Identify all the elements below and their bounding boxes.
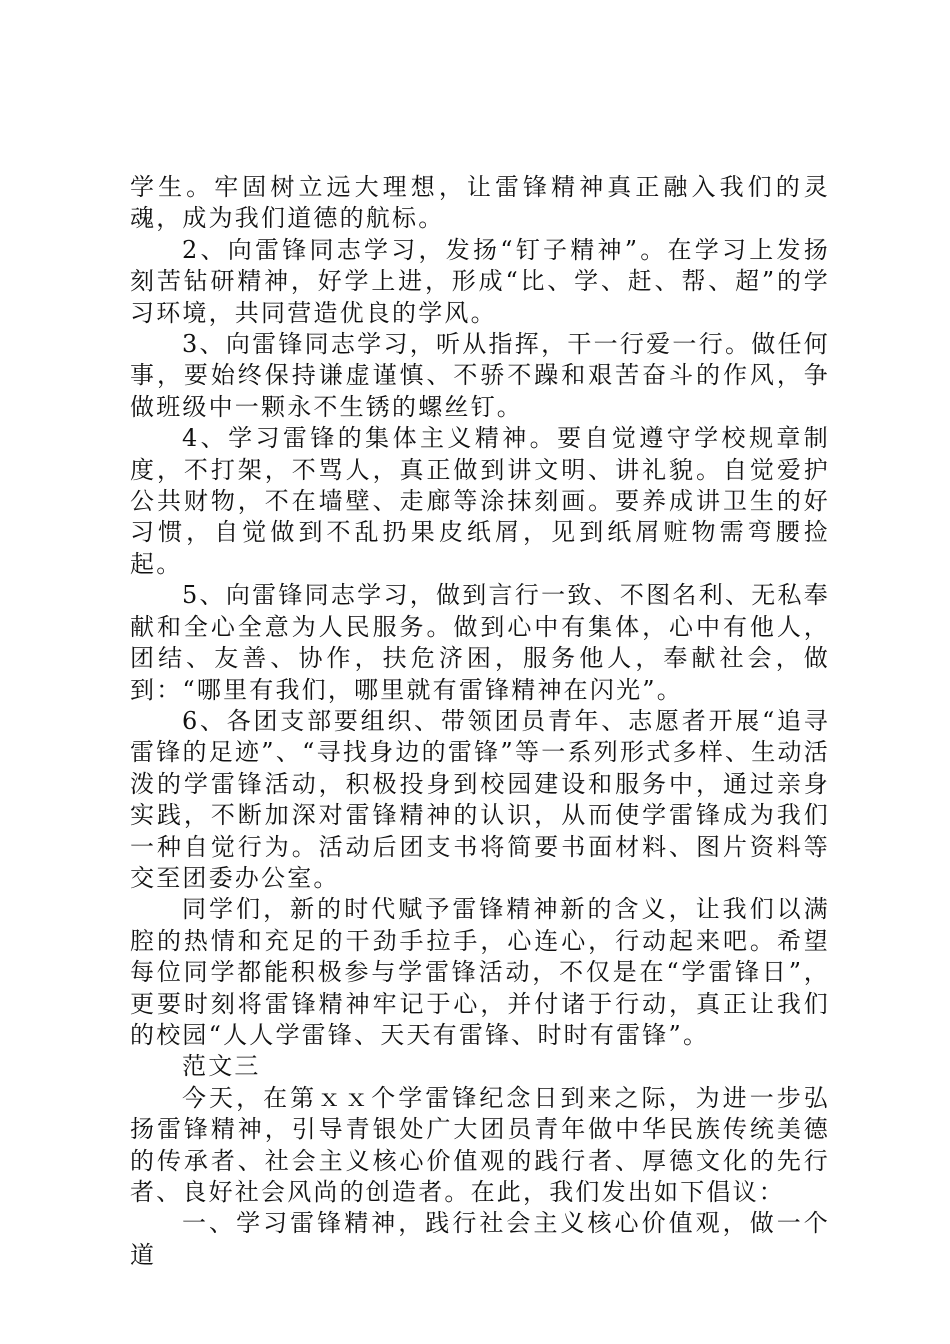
paragraph-5: 5、向雷锋同志学习，做到言行一致、不图名利、无私奉献和全心全意为人民服务。做到心中有集体，心中有他人，团结、友善、协作，扶危济困，服务他人，奉献社会，做到：“哪里有我们，哪里就有雷锋精神在闪光”。	[130, 581, 830, 704]
paragraph-9: 今天，在第ｘｘ个学雷锋纪念日到来之际，为进一步弘扬雷锋精神，引导青银处广大团员青年做中华民族传统美德的传承者、社会主义核心价值观的践行者、厚德文化的先行者、良好社会风尚的创造者。在此，我们发出如下倡议：	[130, 1083, 830, 1206]
paragraph-4: 4、学习雷锋的集体主义精神。要自觉遵守学校规章制度，不打架，不骂人，真正做到讲文明、讲礼貌。自觉爱护公共财物，不在墙壁、走廊等涂抹刻画。要养成讲卫生的好习惯，自觉做到不乱扔果皮纸屑，见到纸屑赃物需弯腰捡起。	[130, 424, 830, 578]
paragraph-3: 3、向雷锋同志学习，听从指挥，干一行爱一行。做任何事，要始终保持谦虚谨慎、不骄不躁和艰苦奋斗的作风，争做班级中一颗永不生锈的螺丝钉。	[130, 330, 830, 421]
paragraph-7: 同学们，新的时代赋予雷锋精神新的含义，让我们以满腔的热情和充足的干劲手拉手，心连心，行动起来吧。希望每位同学都能积极参与学雷锋活动，不仅是在“学雷锋日”，更要时刻将雷锋精神牢记于心，并付诸于行动，真正让我们的校园“人人学雷锋、天天有雷锋、时时有雷锋”。	[130, 895, 830, 1049]
paragraph-1: 学生。牢固树立远大理想，让雷锋精神真正融入我们的灵魂，成为我们道德的航标。	[130, 173, 830, 233]
paragraph-6: 6、各团支部要组织、带领团员青年、志愿者开展“追寻雷锋的足迹”、“寻找身边的雷锋”等一系列形式多样、生动活泼的学雷锋活动，积极投身到校园建设和服务中，通过亲身实践，不断加深对雷锋精神的认识，从而使学雷锋成为我们一种自觉行为。活动后团支书将简要书面材料、图片资料等交至团委办公室。	[130, 706, 830, 892]
section-heading: 范文三	[182, 1052, 261, 1081]
paragraph-10: 一、学习雷锋精神，践行社会主义核心价值观，做一个道	[130, 1209, 830, 1269]
document-body	[130, 172, 830, 1271]
paragraph-2: 2、向雷锋同志学习，发扬“钉子精神”。在学习上发扬刻苦钻研精神，好学上进，形成“比、学、赶、帮、超”的学习环境，共同营造优良的学风。	[130, 235, 830, 327]
